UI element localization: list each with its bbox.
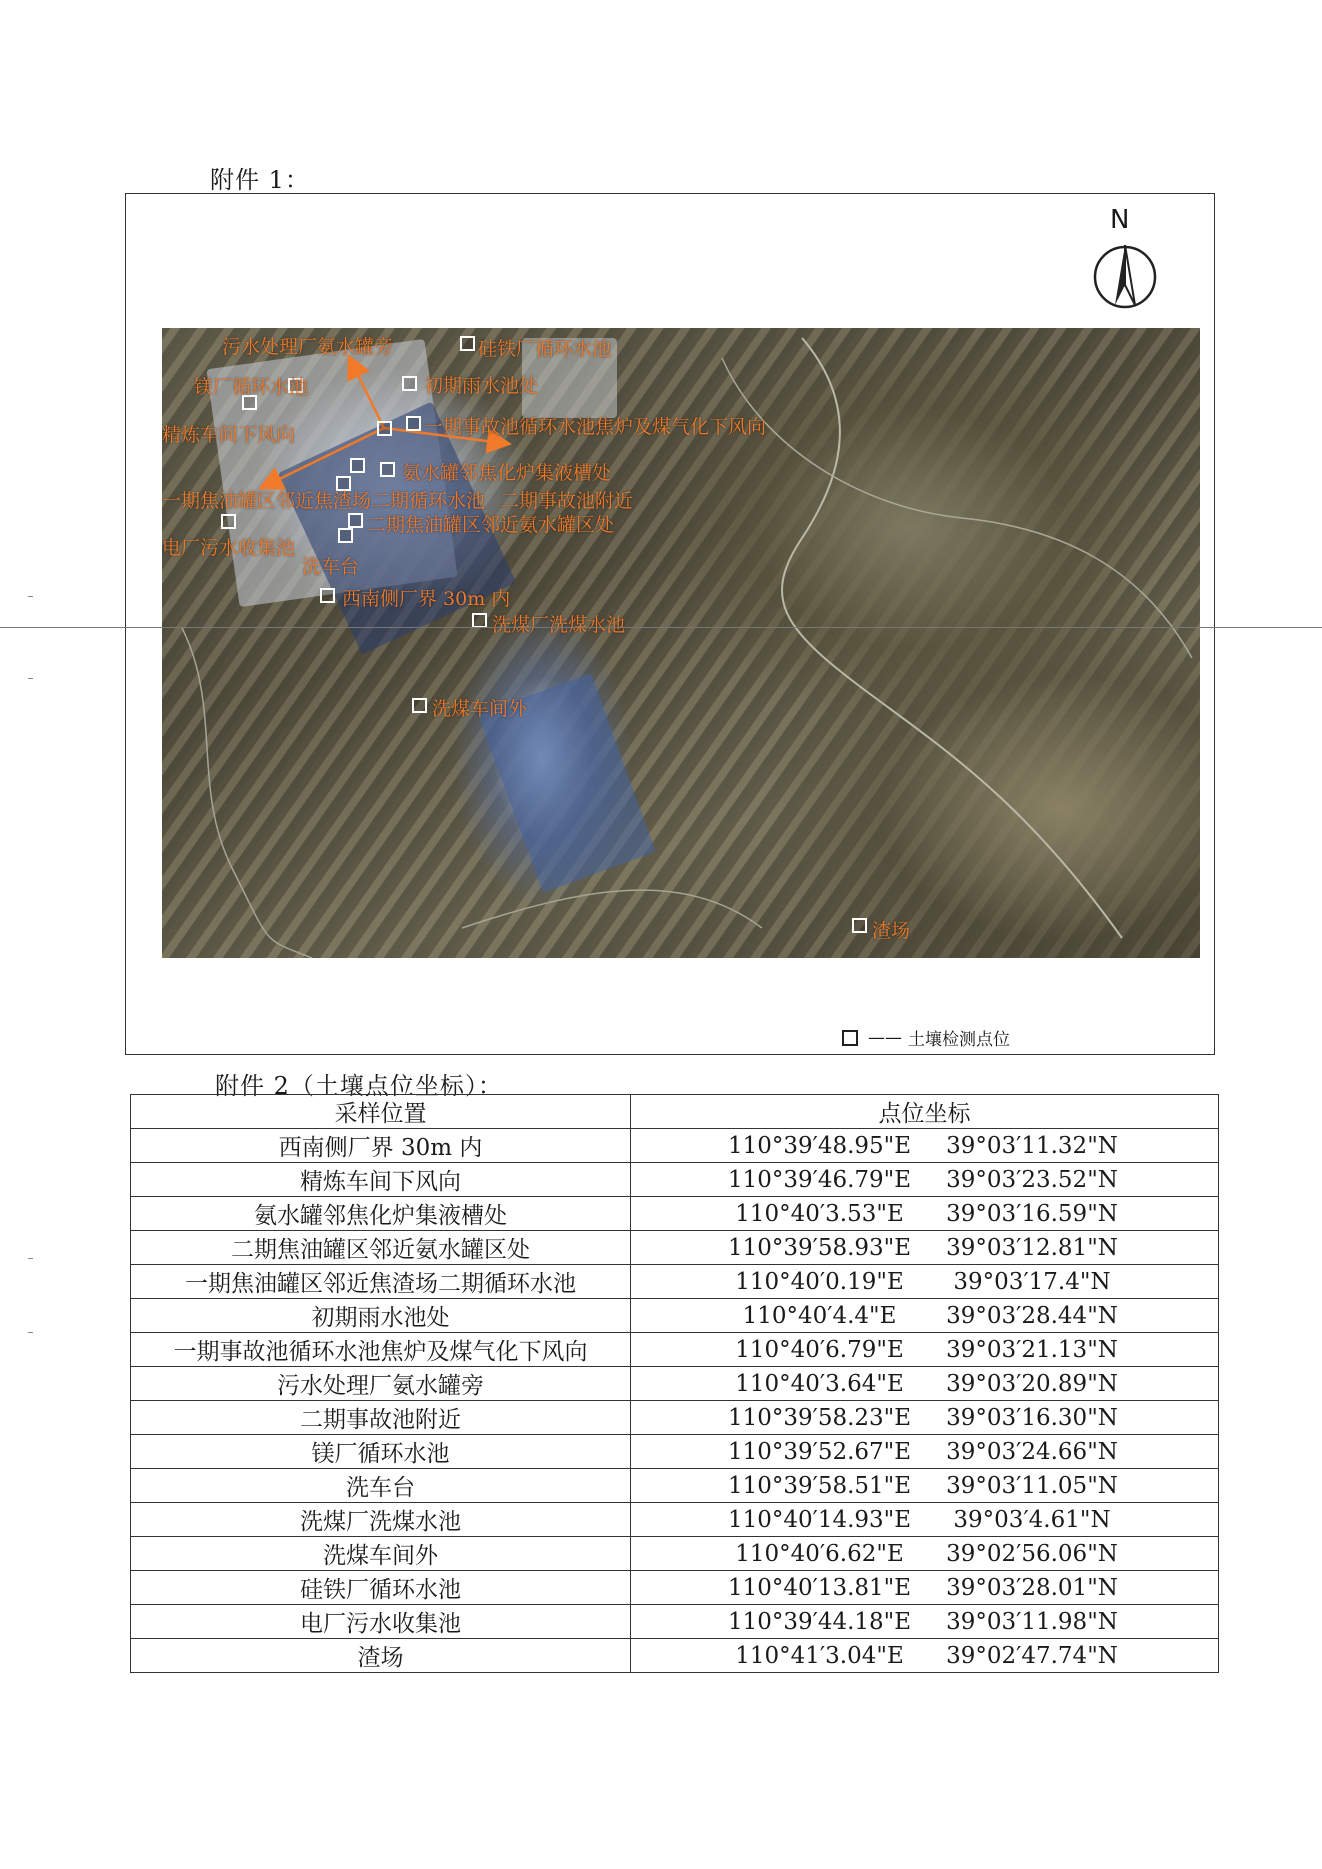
location-cell: 一期事故池循环水池焦炉及煤气化下风向: [131, 1333, 631, 1367]
arrow-to-wastewater-label: [352, 363, 384, 428]
marker-ferrosilicon-pool: [460, 336, 475, 351]
latitude-value: 39°03′24.66"N: [946, 1438, 1118, 1465]
coordinate-cell: [631, 1435, 1219, 1469]
north-arrow-icon: [1090, 205, 1160, 315]
coordinate-cell: [631, 1265, 1219, 1299]
annex-2-heading: 附件 2（土壤点位坐标）：: [215, 1072, 503, 1100]
coordinate-cell: [631, 1163, 1219, 1197]
legend-marker-icon: [842, 1030, 858, 1046]
longitude-value: 110°40′3.64"E: [735, 1370, 904, 1397]
latitude-value: 39°02′56.06"N: [946, 1540, 1118, 1567]
legend-label: 土壤检测点位: [908, 1030, 1010, 1050]
location-cell: 洗车台: [131, 1469, 631, 1503]
longitude-value: 110°39′44.18"E: [727, 1608, 912, 1635]
satellite-map: [162, 328, 1200, 958]
label-slag-yard: 渣场: [872, 920, 911, 942]
location-cell: 初期雨水池处: [131, 1299, 631, 1333]
longitude-value: 110°39′46.79"E: [727, 1166, 912, 1193]
latitude-value: 39°03′11.32"N: [946, 1132, 1118, 1159]
annex-1-heading: 附件 1：: [210, 166, 310, 194]
table-row: [131, 1503, 1219, 1537]
label-wastewater-ammonia: 污水处理厂氨水罐旁: [222, 336, 394, 358]
location-cell: 渣场: [131, 1639, 631, 1673]
scan-tick-mark: [28, 678, 33, 679]
latitude-value: 39°03′28.01"N: [946, 1574, 1118, 1601]
table-row: [131, 1639, 1219, 1673]
longitude-value: 110°39′58.93"E: [727, 1234, 912, 1261]
latitude-value: 39°03′23.52"N: [946, 1166, 1118, 1193]
coordinate-cell: [631, 1503, 1219, 1537]
scan-fold-line: [0, 627, 1322, 628]
header-coordinates: 点位坐标: [631, 1095, 1219, 1129]
longitude-value: 110°39′58.23"E: [727, 1404, 912, 1431]
label-magnesium-pool: 镁厂循环水池: [194, 376, 309, 398]
table-row: [131, 1333, 1219, 1367]
longitude-value: 110°40′0.19"E: [735, 1268, 904, 1295]
latitude-value: 39°02′47.74"N: [946, 1642, 1118, 1669]
coordinate-cell: [631, 1537, 1219, 1571]
coordinate-table: [130, 1094, 1219, 1673]
marker-wastewater-ammonia: [377, 421, 392, 436]
label-southwest-boundary: 西南侧厂界 30m 内: [342, 588, 511, 610]
label-ferrosilicon-pool: 硅铁厂循环水池: [478, 338, 612, 360]
label-accident-pool-2: 二期事故池附近: [500, 490, 634, 512]
location-cell: 西南侧厂界 30m 内: [131, 1129, 631, 1163]
latitude-value: 39°03′16.59"N: [946, 1200, 1118, 1227]
latitude-value: 39°03′20.89"N: [946, 1370, 1118, 1397]
location-cell: 镁厂循环水池: [131, 1435, 631, 1469]
longitude-value: 110°40′6.79"E: [735, 1336, 904, 1363]
coordinate-cell: [631, 1571, 1219, 1605]
location-cell: 污水处理厂氨水罐旁: [131, 1367, 631, 1401]
longitude-value: 110°39′48.95"E: [727, 1132, 912, 1159]
label-ammonia-tank-coke: 氨水罐邻焦化炉集液槽处: [402, 462, 612, 484]
table-row: [131, 1197, 1219, 1231]
marker-coal-washing-pool: [472, 613, 487, 628]
longitude-value: 110°40′6.62"E: [735, 1540, 904, 1567]
coordinate-cell: [631, 1401, 1219, 1435]
coordinate-cell: [631, 1367, 1219, 1401]
location-cell: 洗煤车间外: [131, 1537, 631, 1571]
latitude-value: 39°03′12.81"N: [946, 1234, 1118, 1261]
coordinate-cell: [631, 1129, 1219, 1163]
label-rain-pool: 初期雨水池处: [424, 375, 539, 397]
table-row: [131, 1265, 1219, 1299]
label-accident-pool-1: 一期事故池循环水池焦炉及煤气化下风向: [424, 416, 767, 438]
table-header-row: [131, 1095, 1219, 1129]
table-row: [131, 1129, 1219, 1163]
longitude-value: 110°40′4.4"E: [742, 1302, 897, 1329]
label-car-wash: 洗车台: [302, 556, 360, 578]
map-legend: [842, 1025, 1010, 1050]
label-coal-workshop: 洗煤车间外: [432, 698, 528, 720]
marker-car-wash: [338, 528, 353, 543]
coordinate-cell: [631, 1197, 1219, 1231]
coordinate-cell: [631, 1333, 1219, 1367]
coordinate-cell: [631, 1299, 1219, 1333]
marker-southwest-boundary: [320, 588, 335, 603]
marker-tar-tank-1: [350, 458, 365, 473]
table-row: [131, 1231, 1219, 1265]
marker-rain-pool: [402, 376, 417, 391]
table-row: [131, 1469, 1219, 1503]
table-row: [131, 1299, 1219, 1333]
location-cell: 硅铁厂循环水池: [131, 1571, 631, 1605]
latitude-value: 39°03′16.30"N: [946, 1404, 1118, 1431]
location-cell: 二期焦油罐区邻近氨水罐区处: [131, 1231, 631, 1265]
table-body: [131, 1129, 1219, 1673]
label-tar-tank-2: 二期焦油罐区邻近氨水罐区处: [367, 514, 615, 536]
coordinate-cell: [631, 1639, 1219, 1673]
table-row: [131, 1571, 1219, 1605]
marker-ammonia-tank-coke: [380, 462, 395, 477]
table-row: [131, 1163, 1219, 1197]
scan-tick-mark: [28, 1332, 33, 1333]
location-cell: 电厂污水收集池: [131, 1605, 631, 1639]
table-row: [131, 1367, 1219, 1401]
longitude-value: 110°40′3.53"E: [735, 1200, 904, 1227]
location-cell: 一期焦油罐区邻近焦渣场二期循环水池: [131, 1265, 631, 1299]
label-coal-washing-pool: 洗煤厂洗煤水池: [492, 614, 626, 636]
marker-accident-pool-1: [406, 416, 421, 431]
header-location: 采样位置: [131, 1095, 631, 1129]
location-cell: 精炼车间下风向: [131, 1163, 631, 1197]
scan-tick-mark: [28, 596, 33, 597]
longitude-value: 110°39′52.67"E: [727, 1438, 912, 1465]
location-cell: 二期事故池附近: [131, 1401, 631, 1435]
table-row: [131, 1401, 1219, 1435]
latitude-value: 39°03′11.05"N: [946, 1472, 1118, 1499]
longitude-value: 110°40′14.93"E: [727, 1506, 912, 1533]
longitude-value: 110°40′13.81"E: [727, 1574, 912, 1601]
marker-coal-workshop: [412, 698, 427, 713]
legend-dash: ——: [868, 1027, 902, 1048]
scan-tick-mark: [28, 1258, 33, 1259]
marker-power-plant-pool: [221, 514, 236, 529]
label-tar-tank-1: 一期焦油罐区邻近焦渣场二期循环水池: [162, 490, 486, 512]
table-row: [131, 1537, 1219, 1571]
longitude-value: 110°41′3.04"E: [735, 1642, 904, 1669]
table-row: [131, 1605, 1219, 1639]
coordinate-cell: [631, 1231, 1219, 1265]
coordinate-cell: [631, 1469, 1219, 1503]
table-row: [131, 1435, 1219, 1469]
marker-slag-yard: [852, 918, 867, 933]
compass-north-label: N: [1110, 205, 1130, 235]
latitude-value: 39°03′4.61"N: [953, 1506, 1111, 1533]
latitude-value: 39°03′21.13"N: [946, 1336, 1118, 1363]
latitude-value: 39°03′11.98"N: [946, 1608, 1118, 1635]
label-power-plant-pool: 电厂污水收集池: [162, 537, 296, 559]
label-refining-downwind: 精炼车间下风向: [162, 424, 296, 446]
longitude-value: 110°39′58.51"E: [727, 1472, 912, 1499]
latitude-value: 39°03′28.44"N: [946, 1302, 1118, 1329]
coordinate-cell: [631, 1605, 1219, 1639]
location-cell: 洗煤厂洗煤水池: [131, 1503, 631, 1537]
location-cell: 氨水罐邻焦化炉集液槽处: [131, 1197, 631, 1231]
latitude-value: 39°03′17.4"N: [953, 1268, 1111, 1295]
marker-tar-tank-2: [348, 513, 363, 528]
